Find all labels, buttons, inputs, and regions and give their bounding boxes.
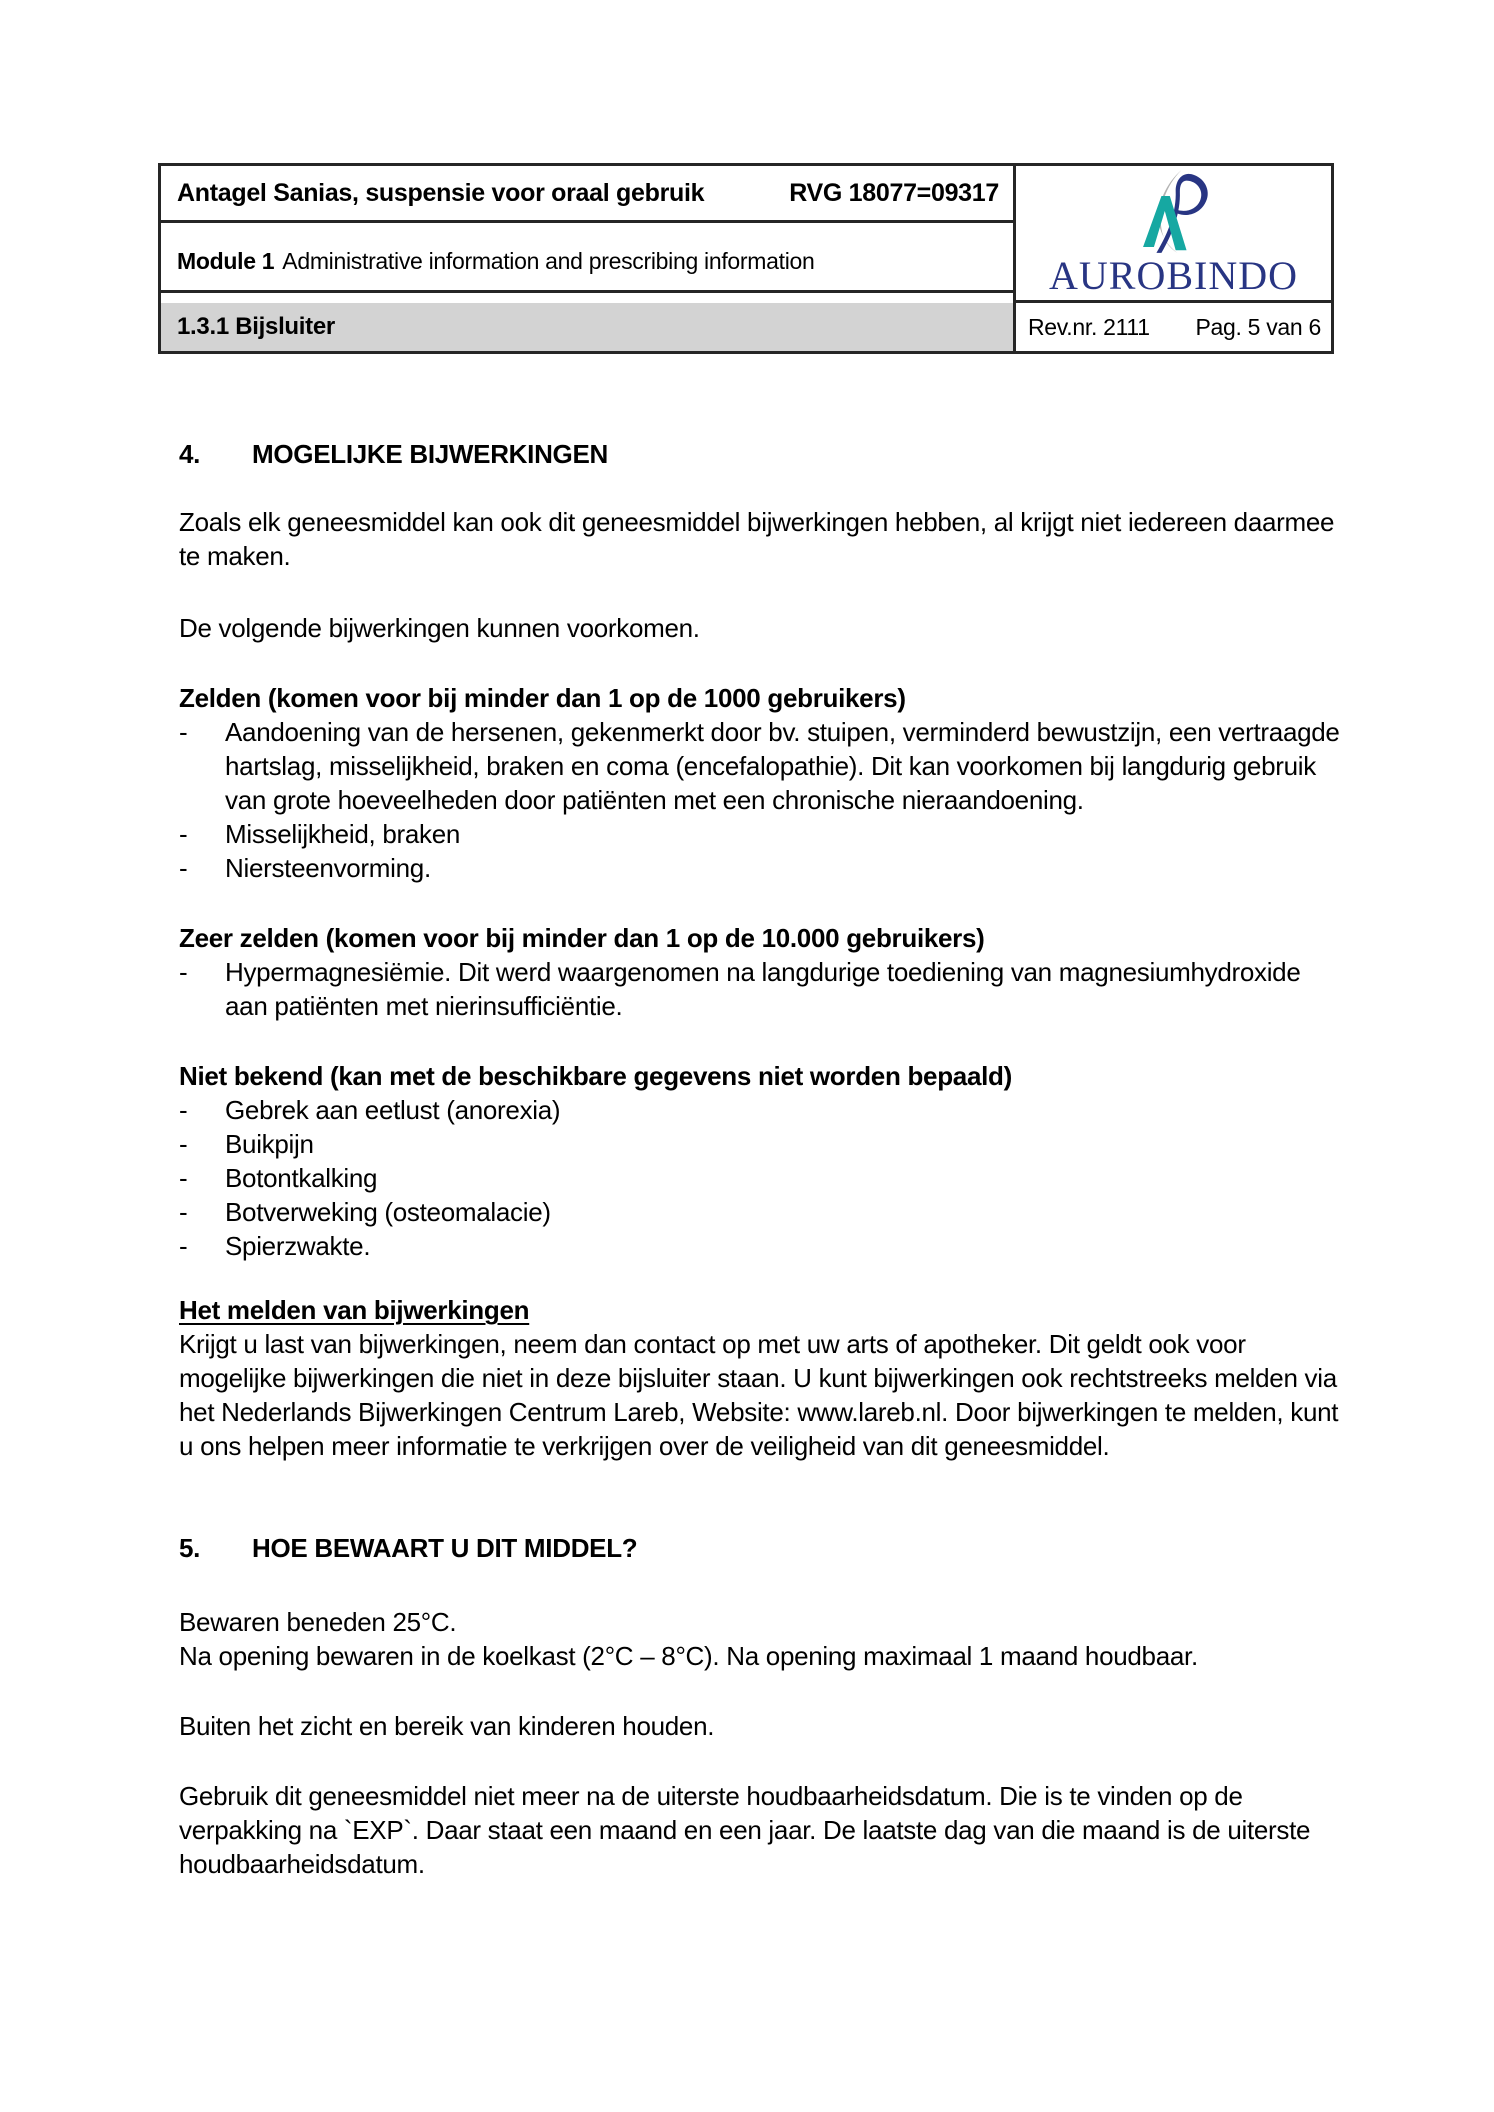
text-line: het Nederlands Bijwerkingen Centrum Lareb, Website: www.lareb.nl. Door bijwerkingen te melden, kunt bbox=[179, 1397, 1339, 1427]
expiry-paragraph bbox=[179, 1779, 1399, 1881]
text-line: Bewaren beneden 25°C. bbox=[179, 1607, 457, 1637]
section-4-heading bbox=[179, 437, 1399, 471]
section-4-title: MOGELIJKE BIJWERKINGEN bbox=[252, 439, 608, 469]
text-line: houdbaarheidsdatum. bbox=[179, 1849, 425, 1879]
list-item bbox=[179, 1195, 1399, 1229]
list-item-text: Spierzwakte. bbox=[225, 1231, 371, 1261]
bullet-marker: - bbox=[179, 1231, 188, 1261]
list-item-text: Buikpijn bbox=[225, 1129, 314, 1159]
list-item-text: Gebrek aan eetlust (anorexia) bbox=[225, 1095, 561, 1125]
list-item bbox=[179, 1093, 1399, 1127]
header-row-product bbox=[161, 166, 1013, 223]
header-row-revision bbox=[1013, 303, 1331, 351]
list-item-text bbox=[225, 715, 1399, 817]
frequency-heading-niet-bekend: Niet bekend (kan met de beschikbare gegevens niet worden bepaald) bbox=[179, 1061, 1012, 1091]
text-line: Zoals elk geneesmiddel kan ook dit geneesmiddel bijwerkingen hebben, al krijgt niet iedereen daarmee bbox=[179, 507, 1335, 537]
list-item-text: Botverweking (osteomalacie) bbox=[225, 1197, 551, 1227]
lead-sentence: De volgende bijwerkingen kunnen voorkomen. bbox=[179, 613, 700, 643]
bullet-marker: - bbox=[179, 1163, 188, 1193]
rvg-number: RVG 18077=09317 bbox=[789, 178, 999, 207]
list-item-text: Misselijkheid, braken bbox=[225, 819, 461, 849]
list-item bbox=[179, 1229, 1399, 1263]
page-indicator: Pag. 5 van 6 bbox=[1195, 313, 1321, 340]
list-item bbox=[179, 817, 1399, 851]
storage-paragraph bbox=[179, 1605, 1399, 1673]
list-item bbox=[179, 715, 1399, 817]
text-line: verpakking na `EXP`. Daar staat een maand en een jaar. De laatste dag van die maand is de uiterste bbox=[179, 1815, 1311, 1845]
text-line: hartslag, misselijkheid, braken en coma (encefalopathie). Dit kan voorkomen bij langdurig gebruik bbox=[225, 751, 1316, 781]
text-line: mogelijke bijwerkingen die niet in deze bijsluiter staan. U kunt bijwerkingen ook rechtstreeks melden via bbox=[179, 1363, 1337, 1393]
section-5-number: 5. bbox=[179, 1533, 201, 1563]
list-item bbox=[179, 1161, 1399, 1195]
section-5-title: HOE BEWAART U DIT MIDDEL? bbox=[252, 1533, 638, 1563]
header-row-module bbox=[161, 233, 1013, 293]
reporting-heading: Het melden van bijwerkingen bbox=[179, 1295, 530, 1325]
section-4-number: 4. bbox=[179, 439, 201, 469]
doc-section-code: 1.3.1 Bijsluiter bbox=[177, 313, 335, 340]
text-line: Krijgt u last van bijwerkingen, neem dan contact op met uw arts of apotheker. Dit geldt ook voor bbox=[179, 1329, 1246, 1359]
list-item-text: Botontkalking bbox=[225, 1163, 378, 1193]
reporting-paragraph bbox=[179, 1327, 1399, 1463]
text-line: Aandoening van de hersenen, gekenmerkt door bv. stuipen, verminderd bewustzijn, een vertraagde bbox=[225, 717, 1340, 747]
bullet-marker: - bbox=[179, 717, 188, 747]
intro-paragraph bbox=[179, 505, 1399, 573]
product-name: Antagel Sanias, suspensie voor oraal gebruik bbox=[177, 178, 705, 207]
revision-number: Rev.nr. 2111 bbox=[1028, 313, 1150, 340]
frequency-heading-zelden: Zelden (komen voor bij minder dan 1 op de 1000 gebruikers) bbox=[179, 683, 906, 713]
company-name: AUROBINDO bbox=[1049, 253, 1298, 298]
children-warning: Buiten het zicht en bereik van kinderen houden. bbox=[179, 1711, 715, 1741]
aurobindo-logo-icon bbox=[1128, 168, 1220, 254]
list-item bbox=[179, 1127, 1399, 1161]
header-row-doc-section bbox=[161, 303, 1013, 351]
leaflet-body bbox=[179, 437, 1399, 1881]
module-label: Module 1 bbox=[177, 248, 275, 274]
bullet-marker: - bbox=[179, 957, 188, 987]
list-item bbox=[179, 955, 1399, 1023]
text-line: van grote hoeveelheden door patiënten met een chronische nieraandoening. bbox=[225, 785, 1084, 815]
text-line: te maken. bbox=[179, 541, 291, 571]
list-item-text bbox=[225, 955, 1399, 1023]
bullet-marker: - bbox=[179, 819, 188, 849]
list-item-text: Niersteenvorming. bbox=[225, 853, 431, 883]
text-line: Gebruik dit geneesmiddel niet meer na de uiterste houdbaarheidsdatum. Die is te vinden op de bbox=[179, 1781, 1243, 1811]
text-line: u ons helpen meer informatie te verkrijgen over de veiligheid van dit geneesmiddel. bbox=[179, 1431, 1110, 1461]
text-line: aan patiënten met nierinsufficiëntie. bbox=[225, 991, 623, 1021]
bullet-marker: - bbox=[179, 853, 188, 883]
company-logo bbox=[1013, 166, 1331, 303]
frequency-heading-zeer-zelden: Zeer zelden (komen voor bij minder dan 1 op de 10.000 gebruikers) bbox=[179, 923, 985, 953]
bullet-marker: - bbox=[179, 1197, 188, 1227]
document-header-table bbox=[158, 163, 1334, 354]
section-5-heading bbox=[179, 1531, 1399, 1565]
module-description: Administrative information and prescribing information bbox=[282, 248, 815, 274]
text-line: Hypermagnesiëmie. Dit werd waargenomen na langdurige toediening van magnesiumhydroxide bbox=[225, 957, 1301, 987]
text-line: Na opening bewaren in de koelkast (2°C – 8°C). Na opening maximaal 1 maand houdbaar. bbox=[179, 1641, 1198, 1671]
bullet-marker: - bbox=[179, 1129, 188, 1159]
bullet-marker: - bbox=[179, 1095, 188, 1125]
list-item bbox=[179, 851, 1399, 885]
